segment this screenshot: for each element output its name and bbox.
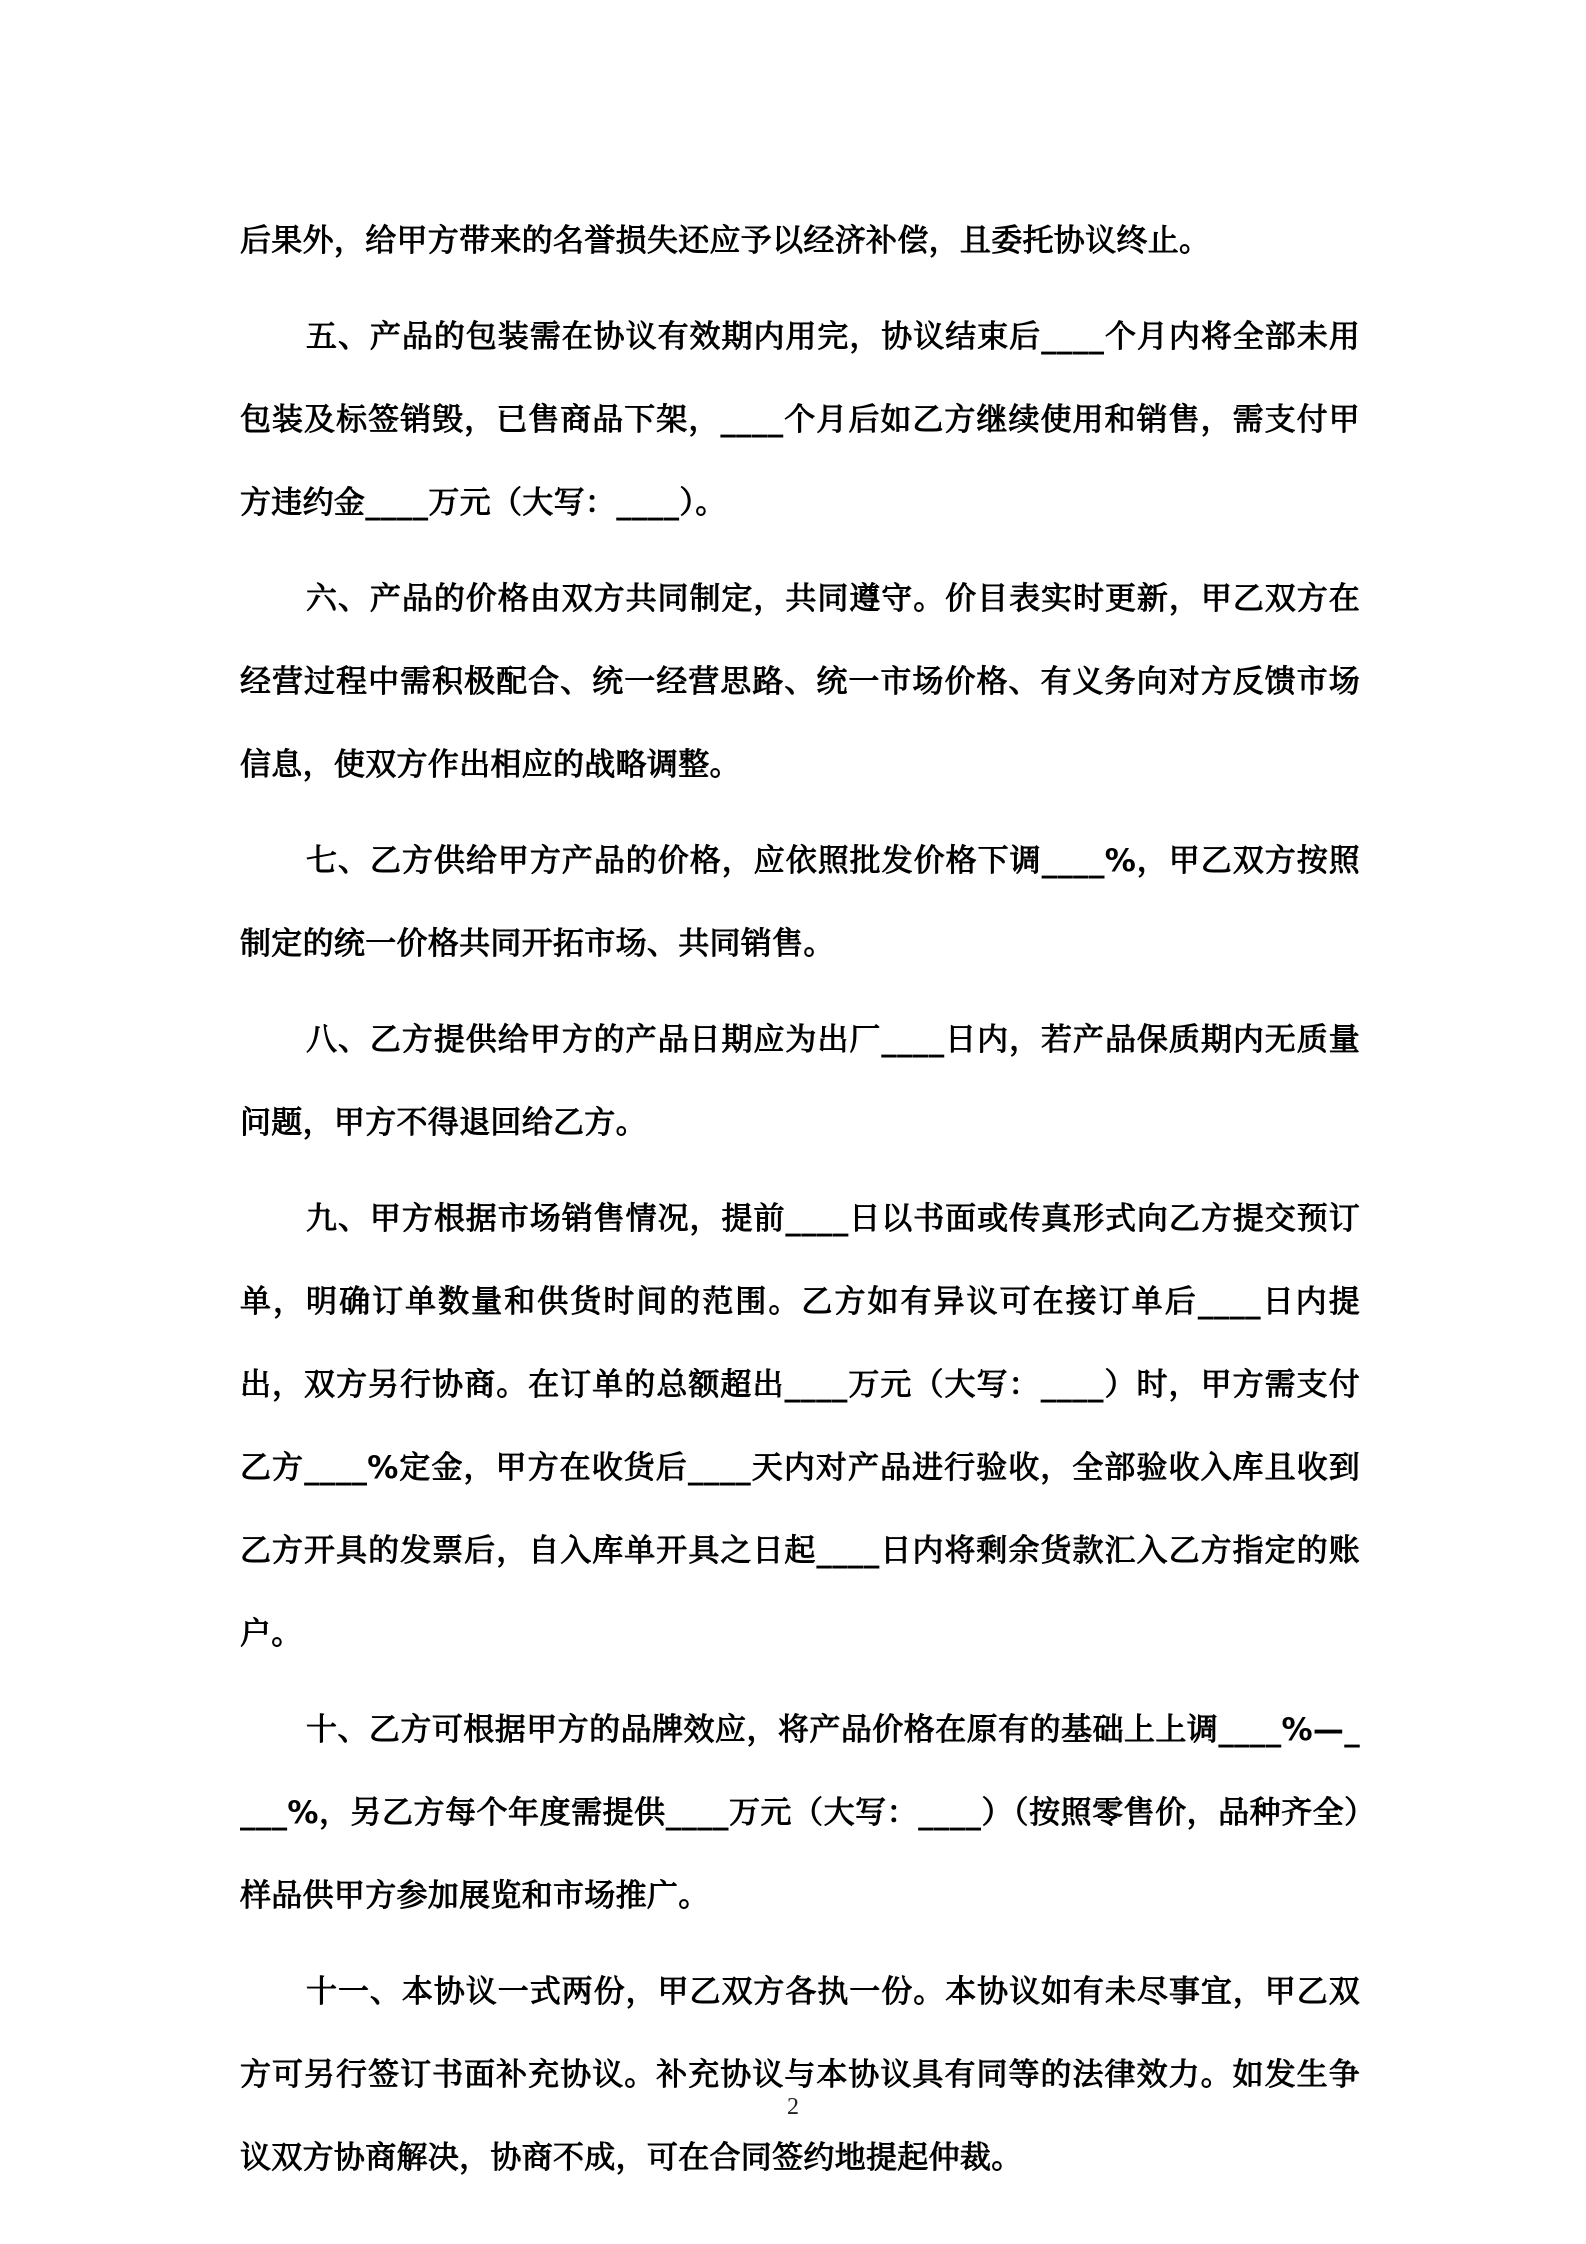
clause-5-packaging: 五、产品的包装需在协议有效期内用完，协议结束后____个月内将全部未用包装及标签销毁，已售商品下架，____个月后如乙方继续使用和销售，需支付甲方违约金____万元（大写：____）。 xyxy=(240,319,1360,521)
clause-10-price-adjustment: 十、乙方可根据甲方的品牌效应，将产品价格在原有的基础上上调____%—____%，另乙方每个年度需提供____万元（大写：____）（按照零售价，品种齐全）样品供甲方参加展览和市场推广。 xyxy=(240,1712,1360,1914)
clause-6-pricing: 六、产品的价格由双方共同制定，共同遵守。价目表实时更新，甲乙双方在经营过程中需积极配合、统一经营思路、统一市场价格、有义务向对方反馈市场信息，使双方作出相应的战略调整。 xyxy=(240,581,1360,783)
page-number: 2 xyxy=(787,2094,799,2120)
clause-7-supply-price: 七、乙方供给甲方产品的价格，应依照批发价格下调____%，甲乙双方按照制定的统一价格共同开拓市场、共同销售。 xyxy=(240,843,1360,962)
document-body xyxy=(240,200,1360,2213)
clause-8-product-date: 八、乙方提供给甲方的产品日期应为出厂____日内，若产品保质期内无质量问题，甲方不得退回给乙方。 xyxy=(240,1022,1360,1141)
clause-9-orders-payment: 九、甲方根据市场销售情况，提前____日以书面或传真形式向乙方提交预订单，明确订单数量和供货时间的范围。乙方如有异议可在接订单后____日内提出，双方另行协商。在订单的总额超出____万元（大写：____）时，甲方需支付乙方____%定金，甲方在收货后____天内对产品进行验收，全部验收入库且收到乙方开具的发票后，自入库单开具之日起____日内将剩余货款汇入乙方指定的账户。 xyxy=(240,1201,1360,1652)
clause-11-copies-disputes: 十一、本协议一式两份，甲乙双方各执一份。本协议如有未尽事宜，甲乙双方可另行签订书面补充协议。补充协议与本协议具有同等的法律效力。如发生争议双方协商解决，协商不成，可在合同签约地提起仲裁。 xyxy=(240,1974,1360,2176)
paragraph-continuation: 后果外，给甲方带来的名誉损失还应予以经济补偿，且委托协议终止。 xyxy=(240,223,1211,259)
